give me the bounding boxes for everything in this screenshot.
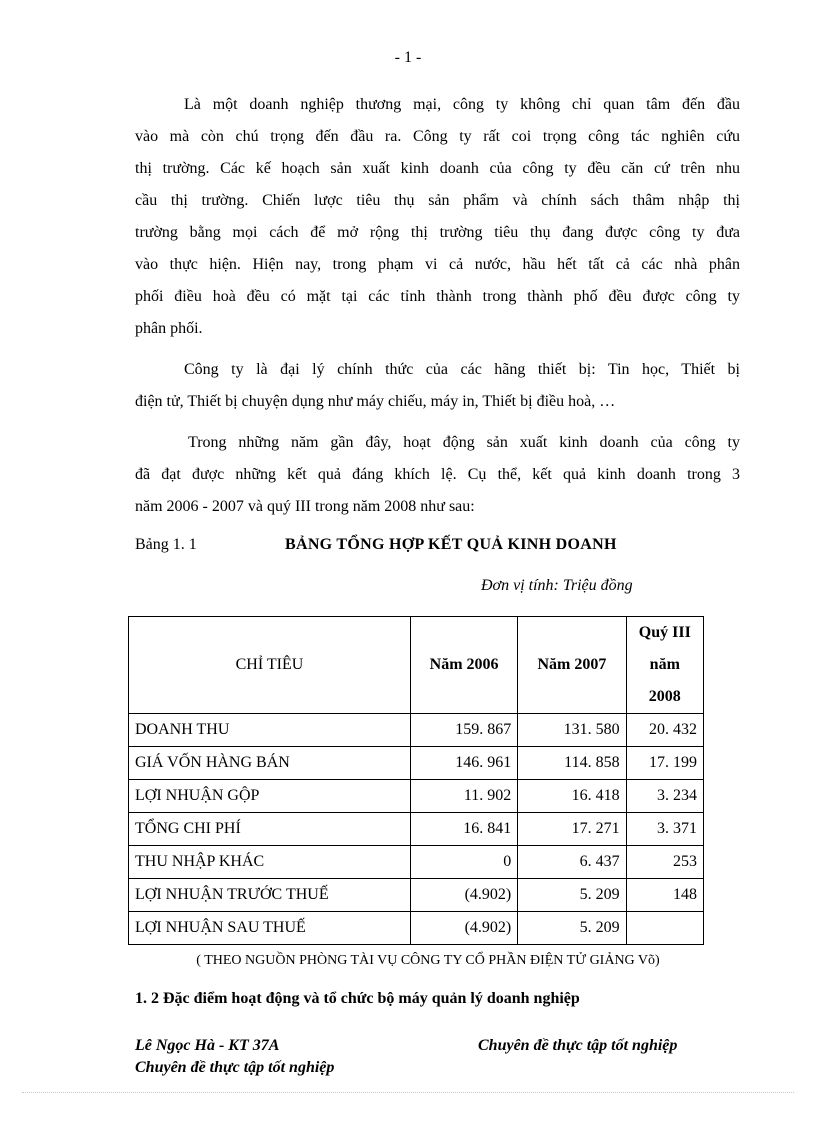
value-2007: 131. 580: [518, 714, 626, 747]
paragraph-line: Trong những năm gần đây, hoạt động sản xuất kinh doanh của công ty: [188, 434, 740, 451]
paragraph-line: cầu thị trường. Chiến lược tiêu thụ sản phẩm và chính sách thâm nhập thị: [135, 192, 740, 209]
value-2007: 6. 437: [518, 846, 626, 879]
paragraph-line: Công ty là đại lý chính thức của các hãng thiết bị: Tin học, Thiết bị: [184, 361, 740, 378]
paragraph-line: phối điều hoà đều có mặt tại các tỉnh thành trong thành phố đều được công ty: [135, 288, 740, 305]
footer-doc-title: Chuyên đề thực tập tốt nghiệp: [135, 1059, 335, 1076]
table-row: [129, 846, 704, 879]
value-2006: 11. 902: [410, 780, 517, 813]
row-label: LỢI NHUẬN GỘP: [129, 780, 411, 813]
paragraph-line: phân phối.: [135, 320, 203, 337]
paragraph-line: vào thực hiện. Hiện nay, trong phạm vi cả nước, hầu hết tất cả các nhà phân: [135, 256, 740, 273]
page-number: - 1 -: [394, 49, 422, 66]
paragraph-agencies: [135, 354, 740, 418]
row-label: DOANH THU: [129, 714, 411, 747]
value-q3-2008: 148: [626, 879, 703, 912]
footer-author: Lê Ngọc Hà - KT 37A: [135, 1037, 280, 1054]
row-label: THU NHẬP KHÁC: [129, 846, 411, 879]
value-2006: (4.902): [410, 879, 517, 912]
row-label: GIÁ VỐN HÀNG BÁN: [129, 747, 411, 780]
value-2006: 16. 841: [410, 813, 517, 846]
value-2006: 146. 961: [410, 747, 517, 780]
header-indicator: CHỈ TIÊU: [129, 617, 411, 714]
value-q3-2008: 3. 234: [626, 780, 703, 813]
value-2007: 5. 209: [518, 879, 626, 912]
table-row: [129, 912, 704, 945]
value-2006: (4.902): [410, 912, 517, 945]
header-quarter-3-2008: [626, 617, 703, 714]
paragraph-line: vào mà còn chú trọng đến đầu ra. Công ty rất coi trọng công tác nghiên cứu: [135, 128, 740, 145]
paragraph-line: Là một doanh nghiệp thương mại, công ty không chỉ quan tâm đến đầu: [184, 96, 740, 113]
value-2007: 114. 858: [518, 747, 626, 780]
table-row: [129, 780, 704, 813]
row-label: LỢI NHUẬN SAU THUẾ: [129, 912, 411, 945]
paragraph-line: điện tử, Thiết bị chuyện dụng như máy chiếu, máy in, Thiết bị điều hoà, …: [135, 393, 616, 410]
table-row: [129, 747, 704, 780]
paragraph-line: năm 2006 - 2007 và quý III trong năm 2008 như sau:: [135, 498, 475, 515]
paragraph-intro: [135, 89, 740, 345]
value-2006: 0: [410, 846, 517, 879]
paragraph-line: đã đạt được những kết quả đáng khích lệ. Cụ thể, kết quả kinh doanh trong 3: [135, 466, 740, 483]
value-q3-2008: 20. 432: [626, 714, 703, 747]
table-row: [129, 879, 704, 912]
value-q3-2008: 17. 199: [626, 747, 703, 780]
table-unit: Đơn vị tính: Triệu đồng: [481, 577, 633, 594]
footer-doc-title-right: Chuyên đề thực tập tốt nghiệp: [478, 1037, 678, 1054]
row-label: TỔNG CHI PHÍ: [129, 813, 411, 846]
paragraph-line: thị trường. Các kế hoạch sản xuất kinh doanh của công ty đều căn cứ trên nhu: [135, 160, 740, 177]
value-2007: 16. 418: [518, 780, 626, 813]
value-q3-2008: [626, 912, 703, 945]
table-label: Bảng 1. 1: [135, 536, 197, 553]
paragraph-results: [135, 427, 740, 523]
header-quarter-line: Quý III: [638, 624, 691, 641]
row-label: LỢI NHUẬN TRƯỚC THUẾ: [129, 879, 411, 912]
business-results-table: [128, 616, 704, 945]
value-2006: 159. 867: [410, 714, 517, 747]
value-2007: 17. 271: [518, 813, 626, 846]
header-year-2006: Năm 2006: [410, 617, 517, 714]
header-quarter-line: 2008: [648, 688, 681, 705]
footer-left: [135, 1035, 334, 1079]
header-quarter-line: năm: [649, 656, 680, 673]
value-q3-2008: 3. 371: [626, 813, 703, 846]
table-header-row: [129, 617, 704, 714]
paragraph-line: trường bằng mọi cách để mở rộng thị trường tiêu thụ đang được công ty đưa: [135, 224, 740, 241]
table-row: [129, 813, 704, 846]
table-title: BẢNG TỔNG HỢP KẾT QUẢ KINH DOANH: [285, 536, 617, 553]
source-note: ( THEO NGUỒN PHÒNG TÀI VỤ CÔNG TY CỔ PHẦN ĐIỆN TỬ GIẢNG Võ): [196, 953, 660, 968]
value-q3-2008: 253: [626, 846, 703, 879]
section-heading: 1. 2 Đặc điểm hoạt động và tổ chức bộ máy quản lý doanh nghiệp: [135, 990, 580, 1007]
value-2007: 5. 209: [518, 912, 626, 945]
header-year-2007: Năm 2007: [518, 617, 626, 714]
page-bottom-rule: [22, 1092, 794, 1093]
table-row: [129, 714, 704, 747]
